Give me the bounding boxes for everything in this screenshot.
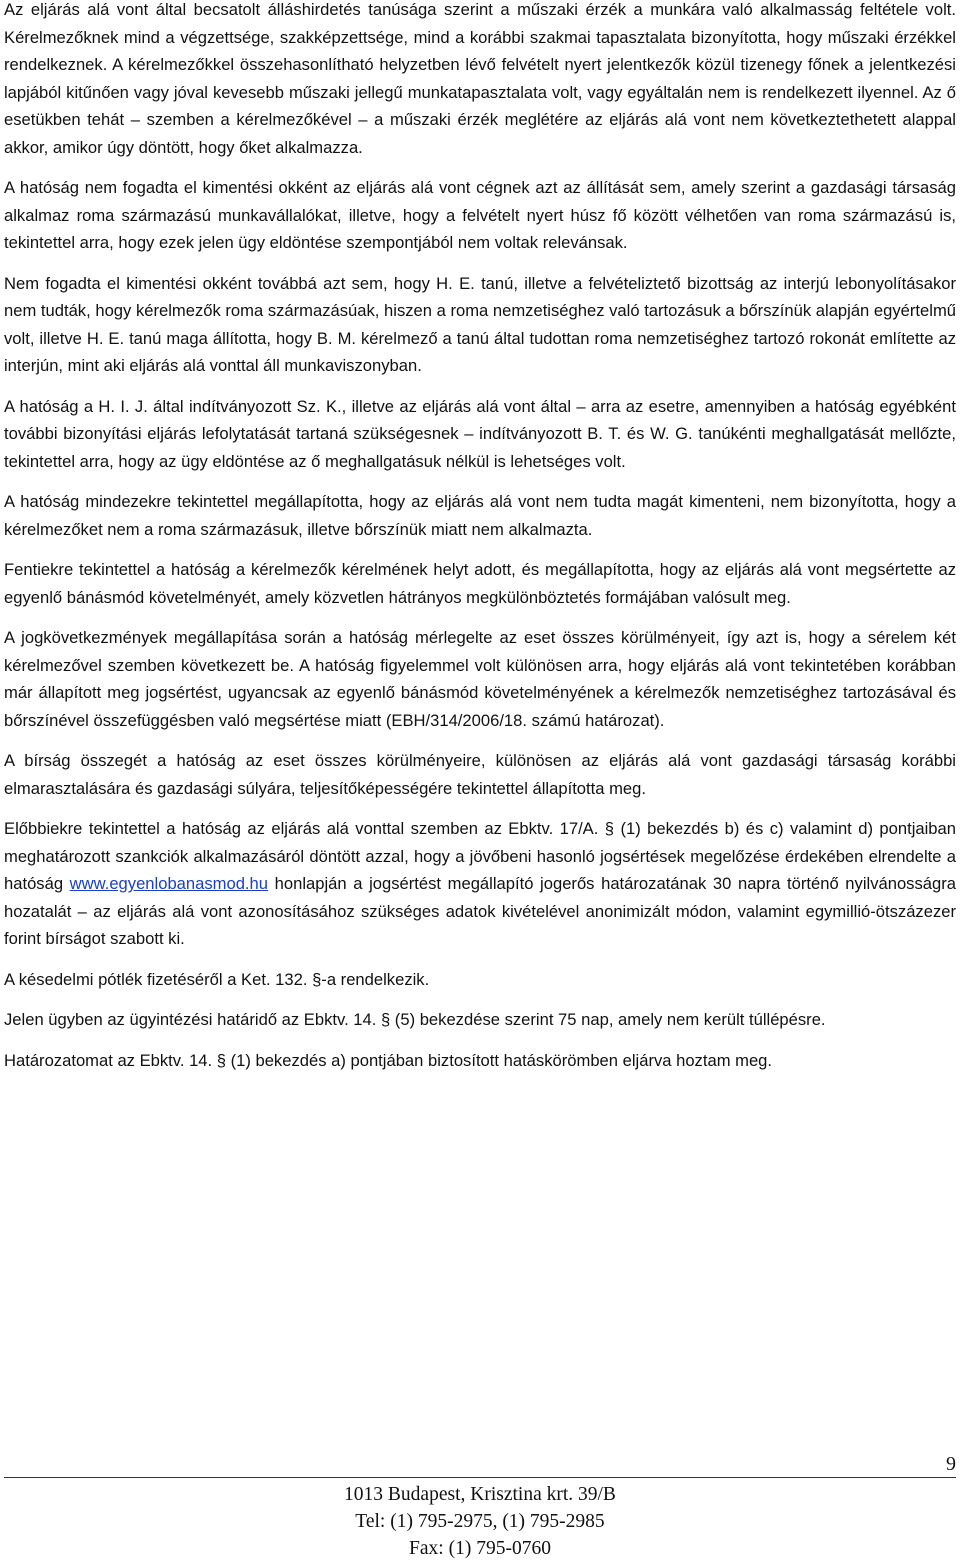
page-number: 9 <box>946 1453 956 1475</box>
footer-address: 1013 Budapest, Krisztina krt. 39/B <box>344 1484 616 1505</box>
footer-fax: Fax: (1) 795-0760 <box>409 1538 551 1559</box>
paragraph-2: A hatóság nem fogadta el kimentési okként az eljárás alá vont cégnek azt az állítását sem, amely szerint a gazdasági társaság alkalmaz roma származású munkavállalókat, illetve, hogy a felvételt nyert húsz fő között vélhetően van roma származású is, tekintettel arra, hogy ezek jelen ügy eldöntése szempontjából nem voltak relevánsak. <box>4 178 956 252</box>
paragraph-6: Fentiekre tekintettel a hatóság a kérelmezők kérelmének helyt adott, és megállapította, hogy az eljárás alá vont megsértette az egyenlő bánásmód követelményét, amely közvetlen hátrányos megkülönböztetés formájában valósult meg. <box>4 560 956 607</box>
footer-phone: Tel: (1) 795-2975, (1) 795-2985 <box>355 1511 605 1532</box>
paragraph-12: Határozatomat az Ebktv. 14. § (1) bekezdés a) pontjában biztosított hatáskörömben eljárva hoztam meg. <box>4 1050 773 1070</box>
paragraph-4: A hatóság a H. I. J. által indítványozott Sz. K., illetve az eljárás alá vont által – arra az esetre, amennyiben a hatóság egyébként további bizonyítási eljárás lefolytatását tartaná szükségesnek – indítványozott B. T. és W. G. tanúkénti meghallgatását mellőzte, tekintettel arra, hogy az ügy eldöntése az ő meghallgatásuk nélkül is lehetséges volt. <box>4 396 956 471</box>
paragraph-3: Nem fogadta el kimentési okként továbbá azt sem, hogy H. E. tanú, illetve a felvételiztető bizottság az interjú lebonyolításakor nem tudták, hogy kérelmezők roma származásúak, hiszen a roma nemzetiséghez való tartozásuk a bőrszínük alapján egyértelmű volt, illetve H. E. tanú maga állította, hogy B. M. kérelmező a tanú által tudottan roma nemzetiséghez tartozó rokonát említette az interjún, mint aki eljárás alá vonttal áll munkaviszonyban. <box>4 273 956 375</box>
paragraph-10: A késedelmi pótlék fizetéséről a Ket. 132. §-a rendelkezik. <box>4 969 430 989</box>
footer-divider <box>4 1477 956 1478</box>
paragraph-11: Jelen ügyben az ügyintézési határidő az Ebktv. 14. § (5) bekezdése szerint 75 nap, amely nem került túllépésre. <box>4 1010 826 1029</box>
page-footer <box>0 1481 960 1562</box>
website-link[interactable]: www.egyenlobanasmod.hu <box>69 874 269 893</box>
paragraph-9 <box>4 815 956 953</box>
paragraph-8: A bírság összegét a hatóság az eset összes körülményeire, különösen az eljárás alá vont gazdasági társaság korábbi elmarasztalására és gazdasági súlyára, teljesítőképességére tekintettel állapította meg. <box>4 751 956 798</box>
document-body <box>4 0 956 1074</box>
paragraph-9-text-before: Előbbiekre tekintettel a hatóság az eljárás alá vonttal szemben az Ebktv. 17/A. § (1) bekezdés b) és c) valamint d) pontjaiban meghatározott szankciók alkalmazásáról döntött azzal, hogy a jövőbeni hasonló jogsértések megelőzése érdekében elrendelte a hatóság <box>4 819 956 893</box>
paragraph-7: A jogkövetkezmények megállapítása során a hatóság mérlegelte az eset összes körülményeit, így azt is, hogy a sérelem két kérelmezővel szemben következett be. A hatóság figyelemmel volt különösen arra, hogy eljárás alá vont tekintetében korábban már állapított meg jogsértést, ugyancsak az egyenlő bánásmód követelményének a kérelmezők nemzetiséghez tartozásával és bőrszínével összefüggésben való megsértése miatt (EBH/314/2006/18. számú határozat). <box>4 628 956 730</box>
paragraph-9-text-after: honlapján a jogsértést megállapító jogerős határozatának 30 napra történő nyilvánosságra hozatalát – az eljárás alá vont azonosításához szükséges adatok kivételével anonimizált módon, valamint egymillió-ötszázezer forint bírságot szabott ki. <box>4 874 956 948</box>
paragraph-5: A hatóság mindezekre tekintettel megállapította, hogy az eljárás alá vont nem tudta magát kimenteni, nem bizonyította, hogy a kérelmezőket nem a roma származásuk, illetve bőrszínük miatt nem alkalmazta. <box>4 492 956 539</box>
paragraph-1: Az eljárás alá vont által becsatolt álláshirdetés tanúsága szerint a műszaki érzék a munkára való alkalmasság feltétele volt. Kérelmezőknek mind a végzettsége, szakképzettsége, mind a korábbi szakmai tapasztalata bizonyította, hogy műszaki érzékkel rendelkeznek. A kérelmezőkkel összehasonlítható helyzetben lévő felvételt nyert jelentkezők közül tizenegy főnek a jelentkezési lapjából kitűnően vagy jóval kevesebb műszaki jellegű munkatapasztalata volt, vagy egyáltalán nem is rendelkezett ilyennel. Az ő esetükben tehát – szemben a kérelmezőkével – a műszaki érzék meglétére az eljárás alá vont nem következtethetett alappal akkor, amikor úgy döntött, hogy őket alkalmazza. <box>4 0 956 157</box>
